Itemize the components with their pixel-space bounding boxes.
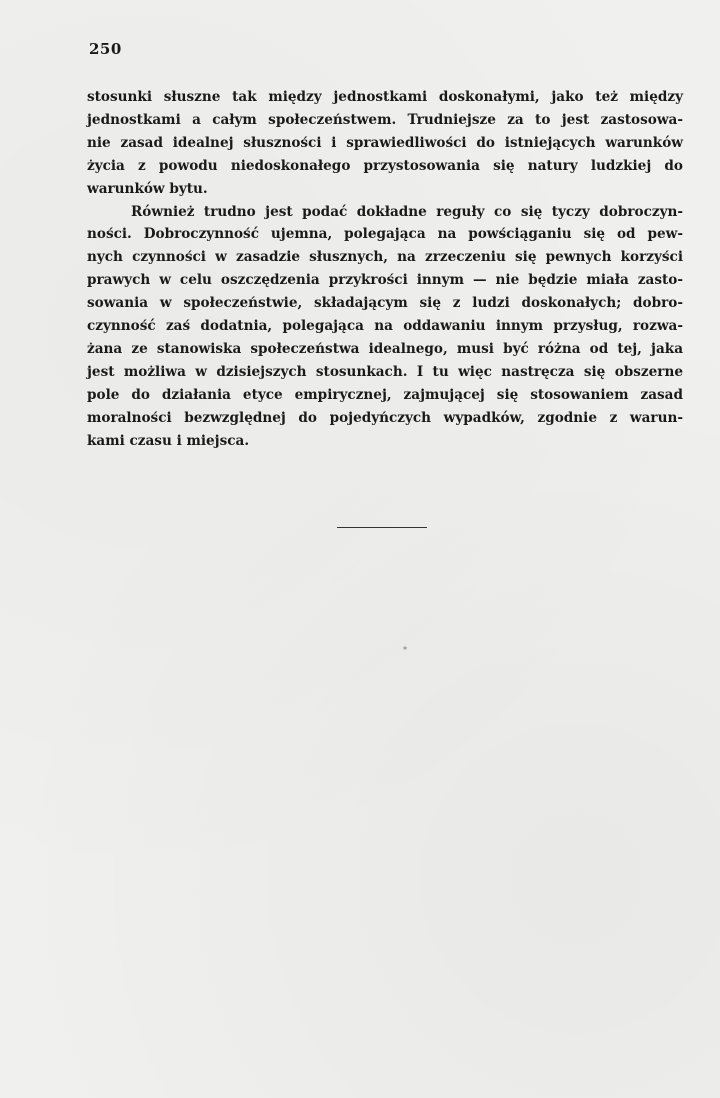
text-line: życia z powodu niedoskonałego przystosowania się natury ludzkiej do: [87, 157, 683, 174]
text-line: nych czynności w zasadzie słusznych, na zrzeczeniu się pewnych korzyści: [87, 249, 683, 266]
text-line: Również trudno jest podać dokładne reguły co się tyczy dobroczyn-: [131, 203, 683, 220]
text-line: kami czasu i miejsca.: [87, 432, 250, 449]
text-line: stosunki słuszne tak między jednostkami doskonałymi, jako też między: [87, 89, 683, 105]
body-text: [87, 86, 683, 453]
text-line: pole do działania etyce empirycznej, zajmującej się stosowaniem zasad: [87, 386, 683, 403]
text-line: moralności bezwzględnej do pojedyńczych wypadków, zgodnie z warun-: [87, 409, 683, 426]
text-line: jest możliwa w dzisiejszych stosunkach. I tu więc nastręcza się obszerne: [87, 363, 683, 380]
ink-speck: ⁎: [403, 643, 407, 652]
text-line: prawych w celu oszczędzenia przykrości innym — nie będzie miała zasto-: [87, 272, 683, 289]
text-line: sowania w społeczeństwie, składającym się z ludzi doskonałych; dobro-: [87, 295, 683, 312]
text-line: jednostkami a całym społeczeństwem. Trudniejsze za to jest zastosowa-: [87, 111, 683, 128]
text-line: ności. Dobroczynność ujemna, polegająca na powściąganiu się od pew-: [87, 226, 683, 243]
text-line: warunków bytu.: [87, 180, 208, 197]
text-line: czynność zaś dodatnia, polegająca na oddawaniu innym przysług, rozwa-: [87, 318, 683, 335]
section-separator-rule: [337, 527, 427, 528]
text-line: żana ze stanowiska społeczeństwa idealnego, musi być różna od tej, jaka: [87, 340, 683, 357]
text-line: nie zasad idealnej słuszności i sprawiedliwości do istniejących warunków: [87, 134, 683, 151]
page-number: 250: [89, 40, 122, 58]
